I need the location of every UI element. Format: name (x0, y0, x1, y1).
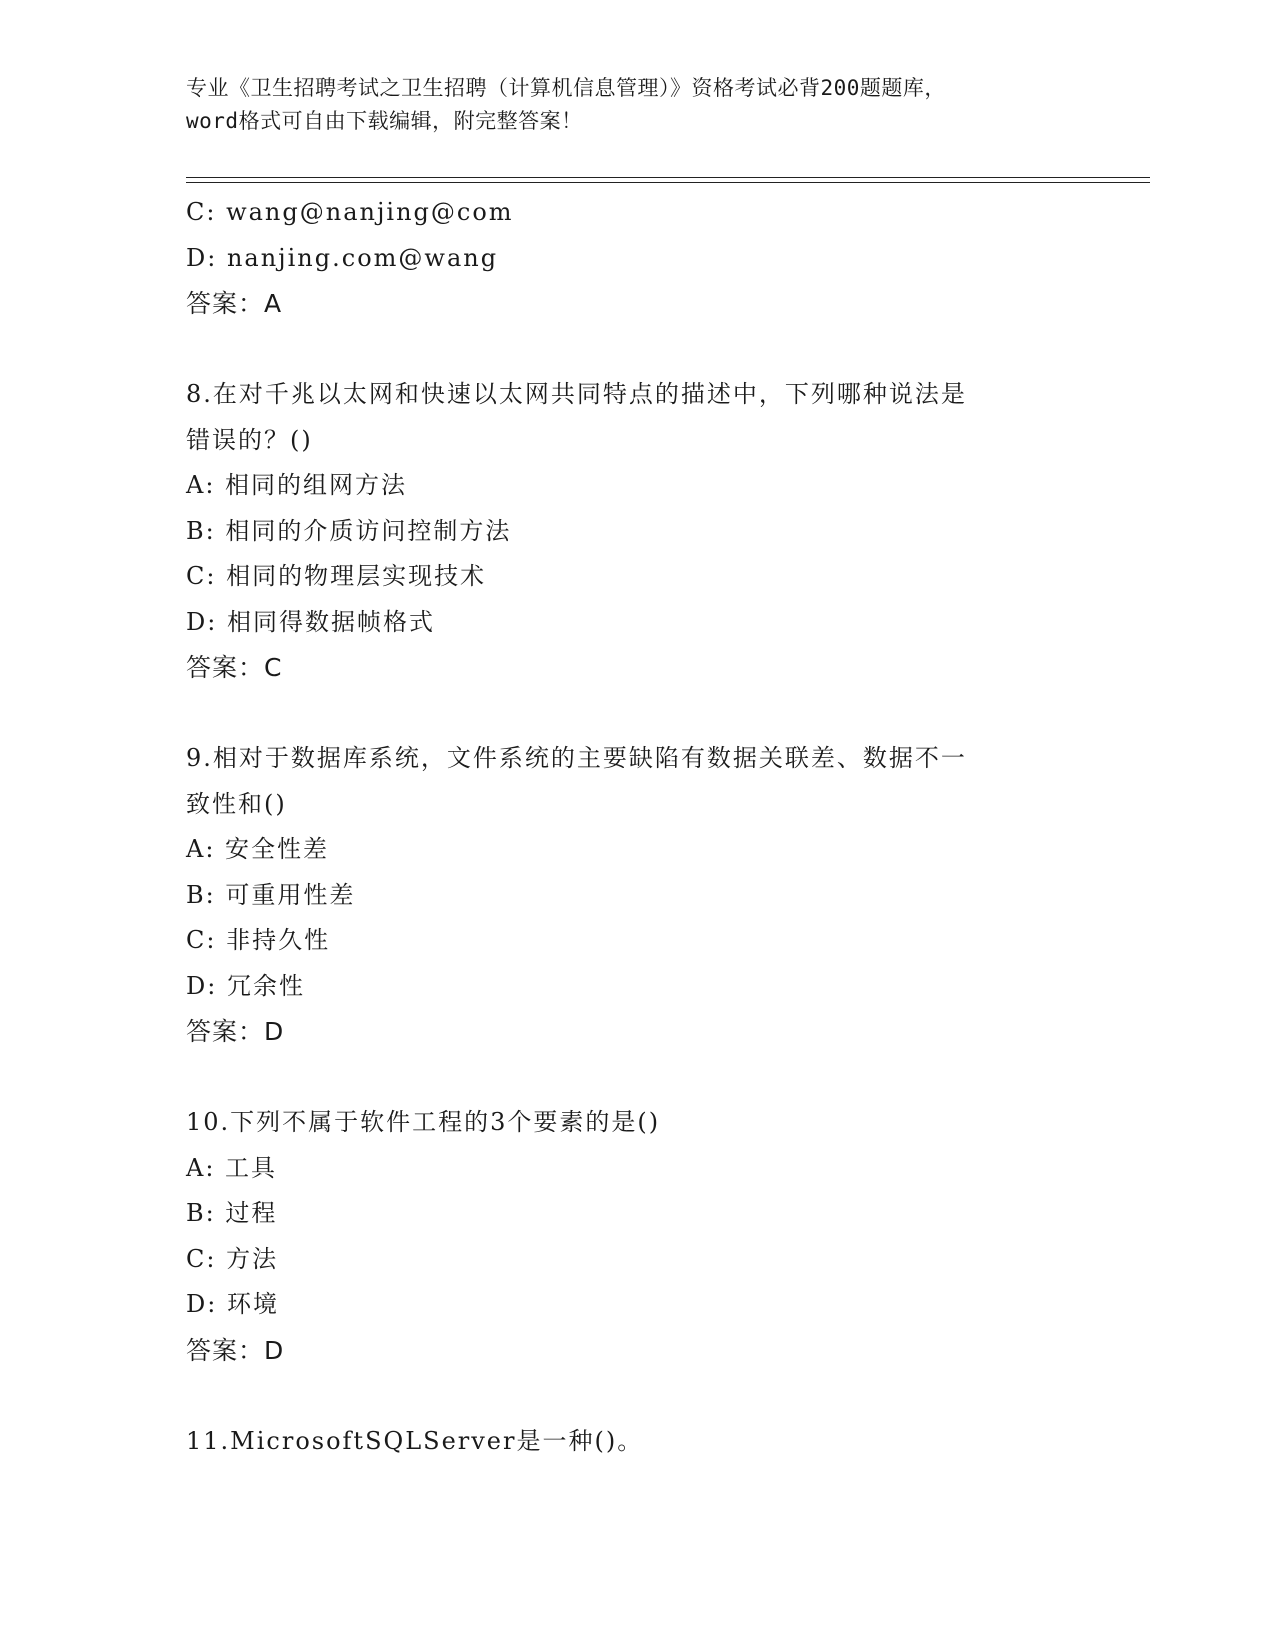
option-d: D: nanjing.com@wang (186, 243, 499, 272)
option-c: C: 非持久性 (186, 926, 331, 954)
header-title-line-1: 专业《卫生招聘考试之卫生招聘（计算机信息管理）》资格考试必背200题题库， (186, 76, 946, 100)
option-c: C: 相同的物理层实现技术 (186, 562, 487, 590)
option-d: D: 冗余性 (186, 971, 305, 1000)
spacer (186, 327, 1086, 373)
question-block-9 (186, 736, 1086, 1055)
answer-line: 答案：A (186, 289, 283, 318)
question-block-11 (186, 1419, 1086, 1465)
option-b: B: 过程 (186, 1199, 278, 1227)
question-text-line: 错误的？() (186, 425, 313, 454)
spacer (186, 691, 1086, 737)
option-a: A: 工具 (186, 1153, 278, 1182)
question-block-8 (186, 372, 1086, 691)
question-text-line: 9.相对于数据库系统，文件系统的主要缺陷有数据关联差、数据不一 (186, 744, 967, 772)
answer-line: 答案：C (186, 653, 283, 682)
option-c: C: 方法 (186, 1244, 279, 1273)
answer-line: 答案：D (186, 1017, 285, 1046)
question-block-7-continued (186, 190, 1086, 327)
question-text-line: 11.MicrosoftSQLServer是一种()。 (186, 1426, 644, 1455)
option-d: D: 相同得数据帧格式 (186, 607, 435, 636)
spacer (186, 1373, 1086, 1419)
spacer (186, 1055, 1086, 1101)
header-title-line-2: word格式可自由下载编辑，附完整答案！ (186, 109, 583, 133)
document-header (186, 72, 1066, 138)
header-divider-bottom (186, 182, 1150, 183)
question-text-line: 10.下列不属于软件工程的3个要素的是() (186, 1108, 661, 1136)
question-text-line: 致性和() (186, 789, 287, 818)
header-divider-top (186, 177, 1150, 178)
question-block-10 (186, 1100, 1086, 1373)
option-d: D: 环境 (186, 1290, 279, 1318)
option-a: A: 安全性差 (186, 835, 330, 863)
option-c: C: wang@nanjing@com (186, 198, 514, 226)
answer-line: 答案：D (186, 1335, 285, 1365)
option-b: B: 相同的介质访问控制方法 (186, 516, 512, 545)
question-list (186, 190, 1086, 1464)
question-text-line: 8.在对千兆以太网和快速以太网共同特点的描述中，下列哪种说法是 (186, 380, 967, 408)
option-a: A: 相同的组网方法 (186, 471, 408, 499)
option-b: B: 可重用性差 (186, 880, 356, 909)
